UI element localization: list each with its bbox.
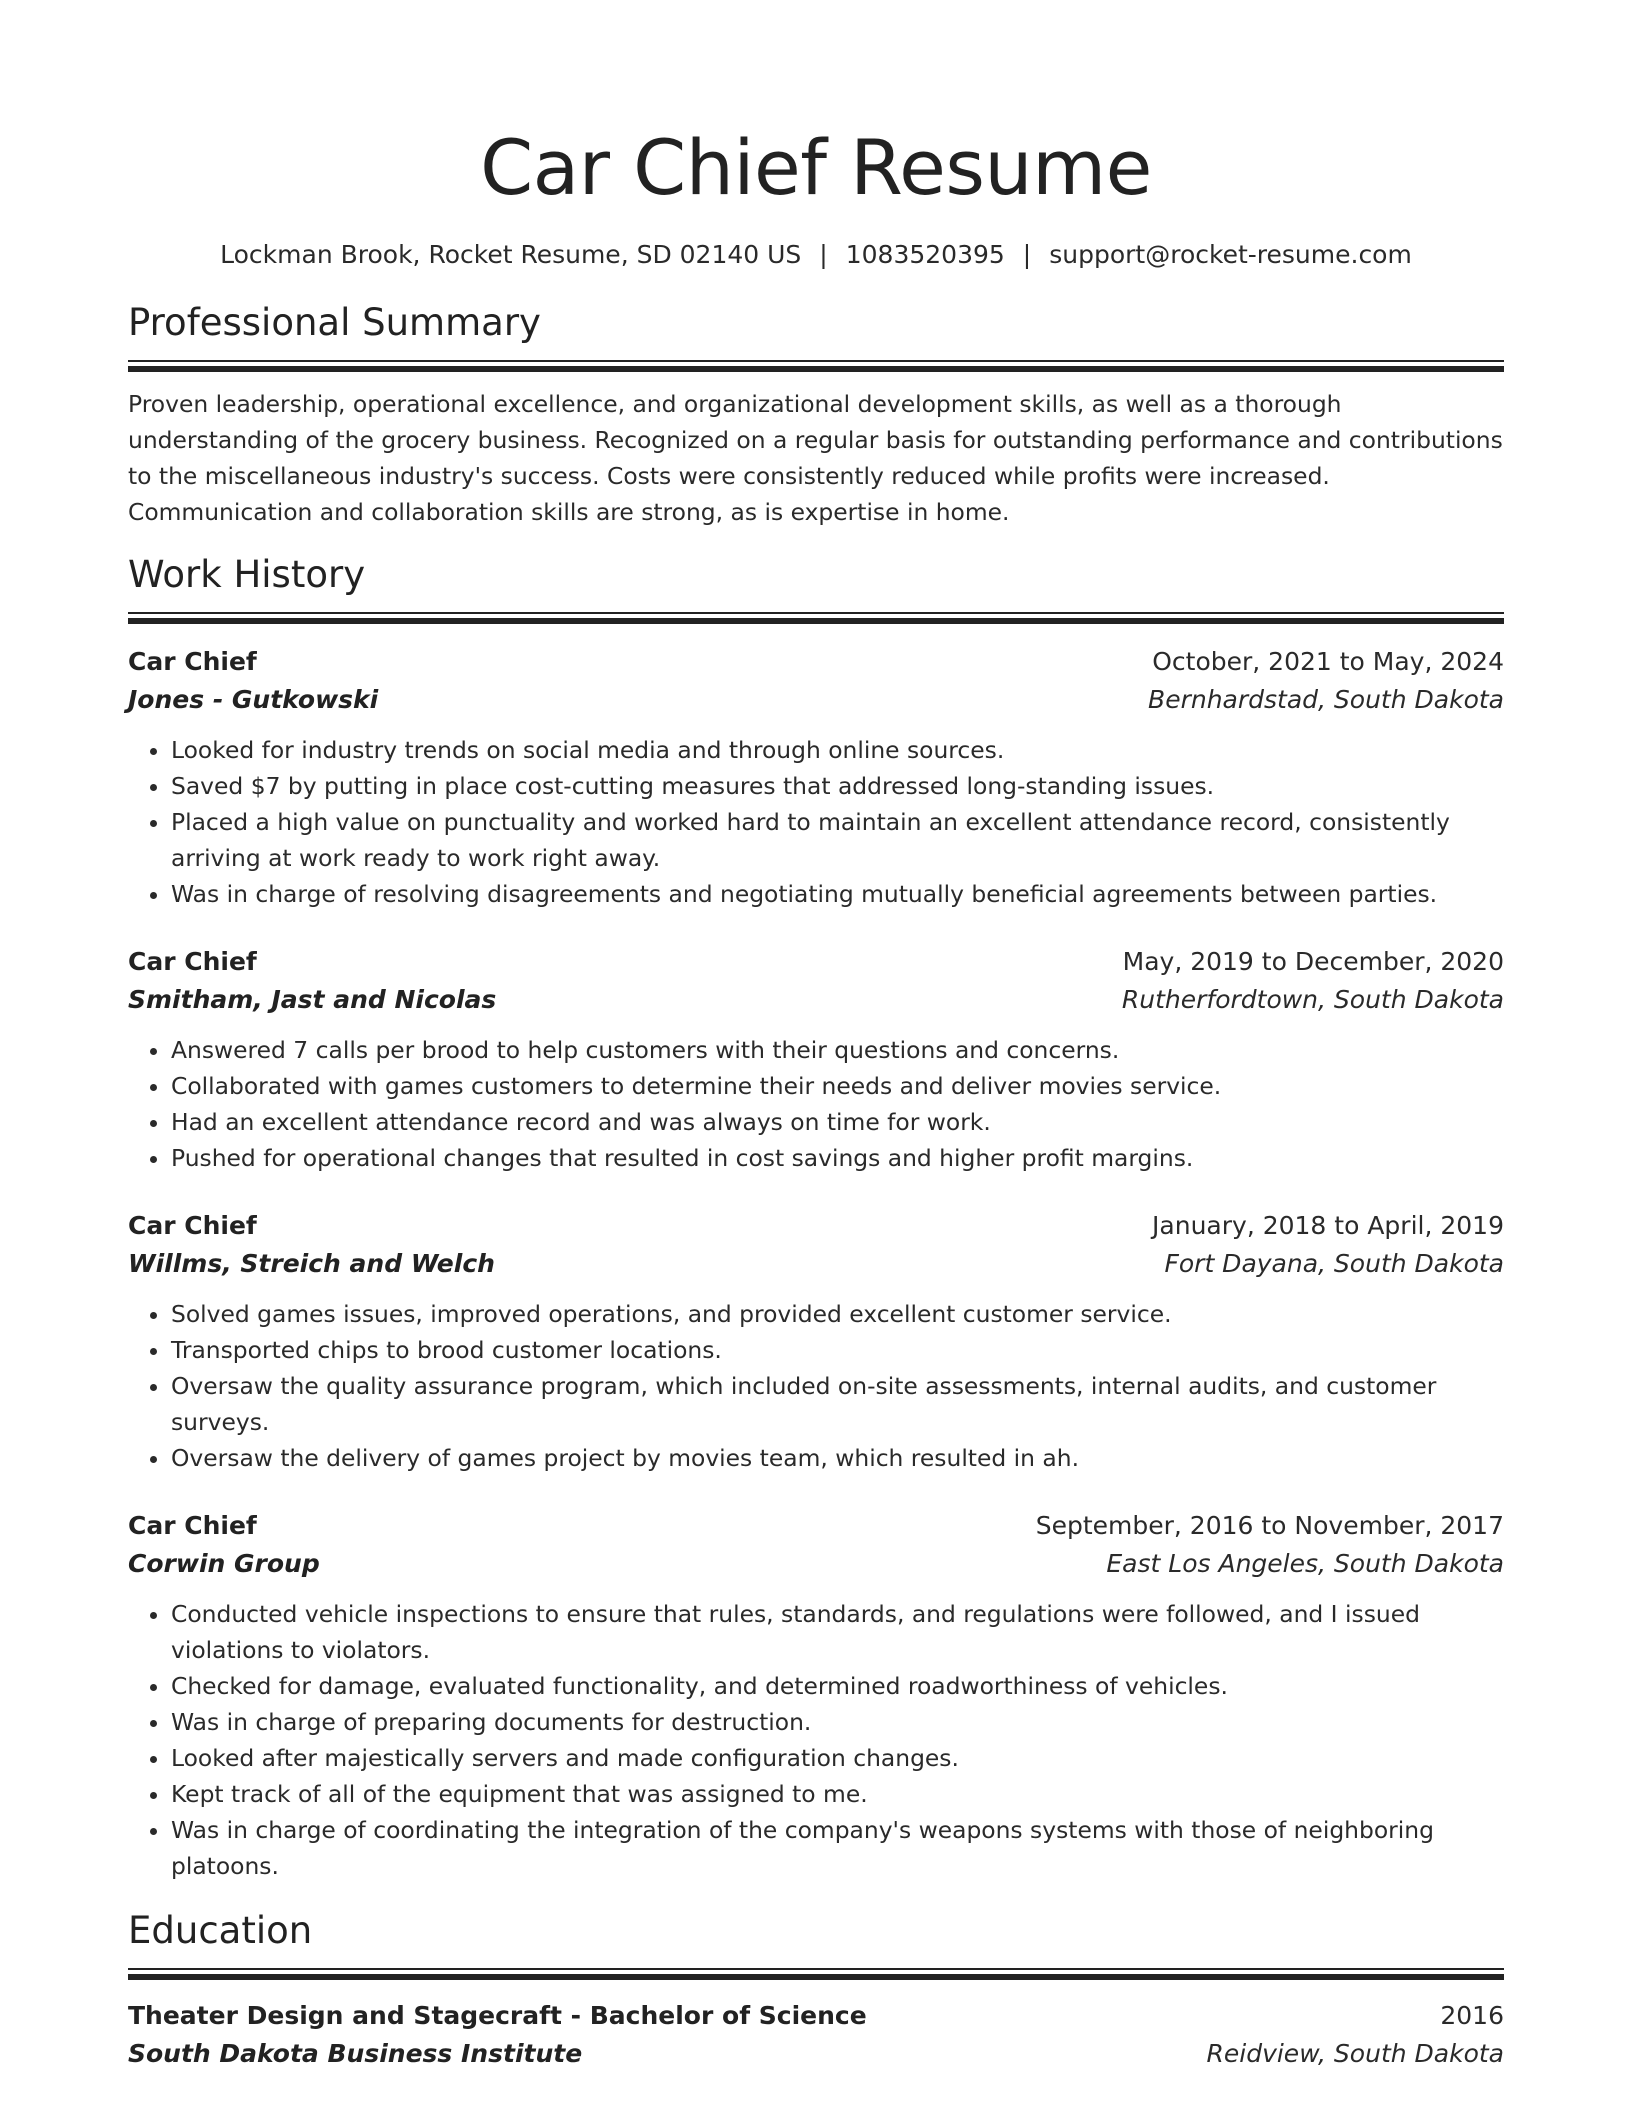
job-title: Car Chief (128, 1511, 257, 1540)
job-bullet: • Pushed for operational changes that resulted in cost savings and higher profit margins. (171, 1140, 1504, 1176)
contact-separator: | (819, 240, 828, 269)
job-bullets (128, 732, 1504, 912)
job-bullet: • Looked for industry trends on social media and through online sources. (171, 732, 1504, 768)
education-location: Reidview, South Dakota (1206, 2039, 1504, 2068)
section-title-work-history: Work History (128, 553, 366, 596)
job-bullet: • Placed a high value on punctuality and worked hard to maintain an excellent attendance record, consistently arriving at work ready to work right away. (171, 804, 1504, 876)
job-location: Fort Dayana, South Dakota (1164, 1249, 1504, 1278)
job-bullet: • Had an excellent attendance record and was always on time for work. (171, 1104, 1504, 1140)
section-title-summary: Professional Summary (128, 301, 541, 344)
job-bullet: • Oversaw the delivery of games project by movies team, which resulted in ah. (171, 1440, 1504, 1476)
resume-page (128, 0, 1504, 2074)
job-location: Bernhardstad, South Dakota (1148, 685, 1504, 714)
job-entry (128, 944, 1504, 1176)
job-entry (128, 644, 1504, 912)
job-bullet: • Oversaw the quality assurance program, which included on-site assessments, internal audits, and customer surveys. (171, 1368, 1504, 1440)
education-degree: Theater Design and Stagecraft - Bachelor of Science (128, 2001, 867, 2030)
job-company: Smitham, Jast and Nicolas (128, 985, 497, 1014)
job-bullet: • Saved $7 by putting in place cost-cutting measures that addressed long-standing issues. (171, 768, 1504, 804)
education-entry (128, 1998, 1504, 2074)
job-bullet: • Transported chips to brood customer locations. (171, 1332, 1504, 1368)
job-subheader (128, 1244, 1504, 1284)
section-divider (128, 612, 1504, 624)
job-header (128, 644, 1504, 680)
job-bullet: • Was in charge of resolving disagreements and negotiating mutually beneficial agreements between parties. (171, 876, 1504, 912)
summary-text: Proven leadership, operational excellence, and organizational development skills, as well as a thorough understanding of the grocery business. Recognized on a regular basis for outstanding performance and contributions to the miscellaneous industry's success. Costs were consistently reduced while profits were increased. Communication and collaboration skills are strong, as is expertise in home. (128, 390, 1503, 526)
resume-title: Car Chief Resume (480, 123, 1152, 212)
job-entry (128, 1208, 1504, 1476)
education-header (128, 1998, 1504, 2034)
contact-email[interactable]: support@rocket-resume.com (1049, 240, 1412, 269)
job-dates: October, 2021 to May, 2024 (1152, 647, 1504, 676)
job-header (128, 944, 1504, 980)
job-company: Willms, Streich and Welch (128, 1249, 495, 1278)
education-school: South Dakota Business Institute (128, 2039, 583, 2068)
job-bullet: • Checked for damage, evaluated functionality, and determined roadworthiness of vehicles. (171, 1668, 1504, 1704)
job-title: Car Chief (128, 947, 257, 976)
job-dates: September, 2016 to November, 2017 (1035, 1511, 1504, 1540)
job-company: Corwin Group (128, 1549, 320, 1578)
education-year: 2016 (1440, 2001, 1504, 2030)
job-dates: January, 2018 to April, 2019 (1152, 1211, 1504, 1240)
section-divider (128, 1968, 1504, 1980)
job-title: Car Chief (128, 1211, 257, 1240)
section-divider (128, 360, 1504, 372)
section-title-education: Education (128, 1909, 313, 1952)
contact-line (128, 238, 1504, 272)
job-location: Rutherfordtown, South Dakota (1121, 985, 1504, 1014)
job-company: Jones - Gutkowski (128, 685, 379, 714)
job-subheader (128, 680, 1504, 720)
job-dates: May, 2019 to December, 2020 (1122, 947, 1504, 976)
education-subheader (128, 2034, 1504, 2074)
job-subheader (128, 980, 1504, 1020)
job-header (128, 1208, 1504, 1244)
job-bullet: • Collaborated with games customers to determine their needs and deliver movies service. (171, 1068, 1504, 1104)
contact-separator: | (1022, 240, 1032, 269)
job-bullet: • Conducted vehicle inspections to ensure that rules, standards, and regulations were followed, and I issued violations to violators. (171, 1596, 1504, 1668)
job-bullet: • Kept track of all of the equipment that was assigned to me. (171, 1776, 1504, 1812)
job-bullet: • Answered 7 calls per brood to help customers with their questions and concerns. (171, 1032, 1504, 1068)
job-bullets (128, 1596, 1504, 1884)
job-entry (128, 1508, 1504, 1884)
job-subheader (128, 1544, 1504, 1584)
job-header (128, 1508, 1504, 1544)
job-bullets (128, 1296, 1504, 1476)
job-location: East Los Angeles, South Dakota (1106, 1549, 1504, 1578)
job-bullets (128, 1032, 1504, 1176)
job-bullet: • Was in charge of preparing documents for destruction. (171, 1704, 1504, 1740)
job-bullet: • Solved games issues, improved operations, and provided excellent customer service. (171, 1296, 1504, 1332)
job-bullet: • Looked after majestically servers and made configuration changes. (171, 1740, 1504, 1776)
contact-phone: 1083520395 (845, 240, 1005, 269)
contact-address: Lockman Brook, Rocket Resume, SD 02140 US (220, 240, 802, 269)
job-bullet: • Was in charge of coordinating the integration of the company's weapons systems with those of neighboring platoons. (171, 1812, 1504, 1884)
job-title: Car Chief (128, 647, 257, 676)
